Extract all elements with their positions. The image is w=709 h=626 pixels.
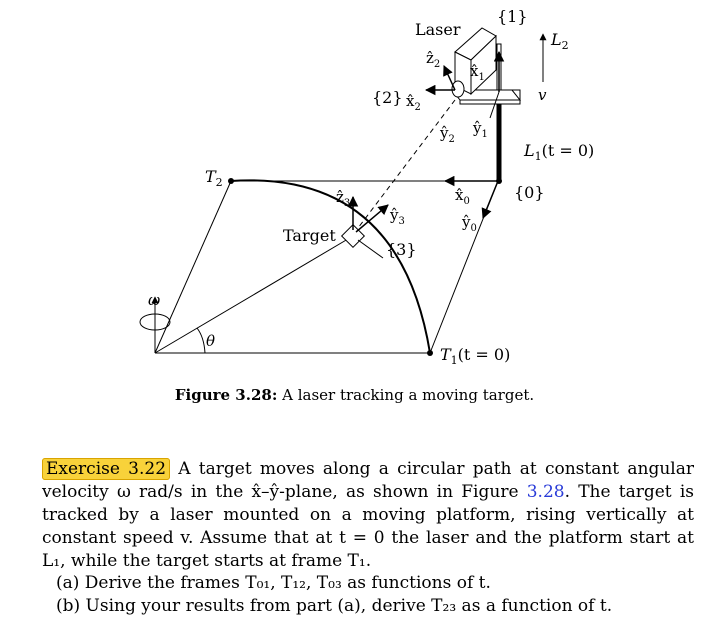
label-T1: $T_1(t = 0)$ xyxy=(440,345,511,367)
point-T1 xyxy=(427,350,433,356)
exercise-parts xyxy=(56,572,612,618)
label-frame1: {1} xyxy=(497,7,528,26)
figure-reference-link[interactable]: 3.28 xyxy=(526,482,565,502)
label-x2: $x̂_2$ xyxy=(406,92,421,113)
label-L1: $L_1(t = 0)$ xyxy=(524,141,595,163)
label-frame3: {3} xyxy=(386,240,417,259)
label-y3: $ŷ_3$ xyxy=(390,206,405,227)
label-y0: $ŷ_0$ xyxy=(462,213,477,234)
exercise-body-b: . The target is tracked by a laser mounted on a moving platform, rising vertically at constant speed v. Assume that at t = 0 the laser and the platform start at L₁, while the target starts at frame T₁. xyxy=(42,482,694,571)
label-x1: $x̂_1$ xyxy=(470,62,485,83)
label-L2: $L_2$ xyxy=(551,30,569,52)
exercise-label: Exercise 3.22 xyxy=(42,458,170,480)
label-z3: ẑ$_3$ xyxy=(336,188,351,209)
theta-arc xyxy=(197,328,205,353)
figure-caption-text: A laser tracking a moving target. xyxy=(277,386,535,404)
label-v: v xyxy=(538,86,547,104)
target-circular-path xyxy=(231,180,430,353)
figure-caption xyxy=(0,386,709,404)
label-frame0: {0} xyxy=(514,183,545,202)
laser-beam xyxy=(355,100,455,232)
label-x0: $x̂_0$ xyxy=(455,186,470,207)
ground-plane xyxy=(155,181,498,353)
label-y1: $ŷ_1$ xyxy=(473,119,488,140)
figure-caption-label: Figure 3.28: xyxy=(174,386,278,404)
label-z2: ẑ$_2$ xyxy=(426,49,441,70)
exercise-part-a: (a) Derive the frames T₀₁, T₁₂, T₀₃ as functions of t. xyxy=(56,573,491,593)
theta-label: θ xyxy=(206,332,216,350)
point-T2 xyxy=(228,178,234,184)
exercise-body-a: A target moves along a circular path at constant angular velocity ω rad/s in the x̂–ŷ-plane, as shown in Figure xyxy=(42,459,694,502)
radius-line xyxy=(155,236,353,353)
exercise-text xyxy=(42,458,694,573)
label-frame2: {2} xyxy=(372,88,403,107)
exercise-part-b: (b) Using your results from part (a), derive T₂₃ as a function of t. xyxy=(56,596,613,616)
label-target: Target xyxy=(283,226,336,245)
label-y2: $ŷ_2$ xyxy=(440,124,455,145)
label-laser: Laser xyxy=(415,20,461,39)
label-T2: $T_2$ xyxy=(205,167,223,189)
omega-label: ω xyxy=(148,291,161,309)
